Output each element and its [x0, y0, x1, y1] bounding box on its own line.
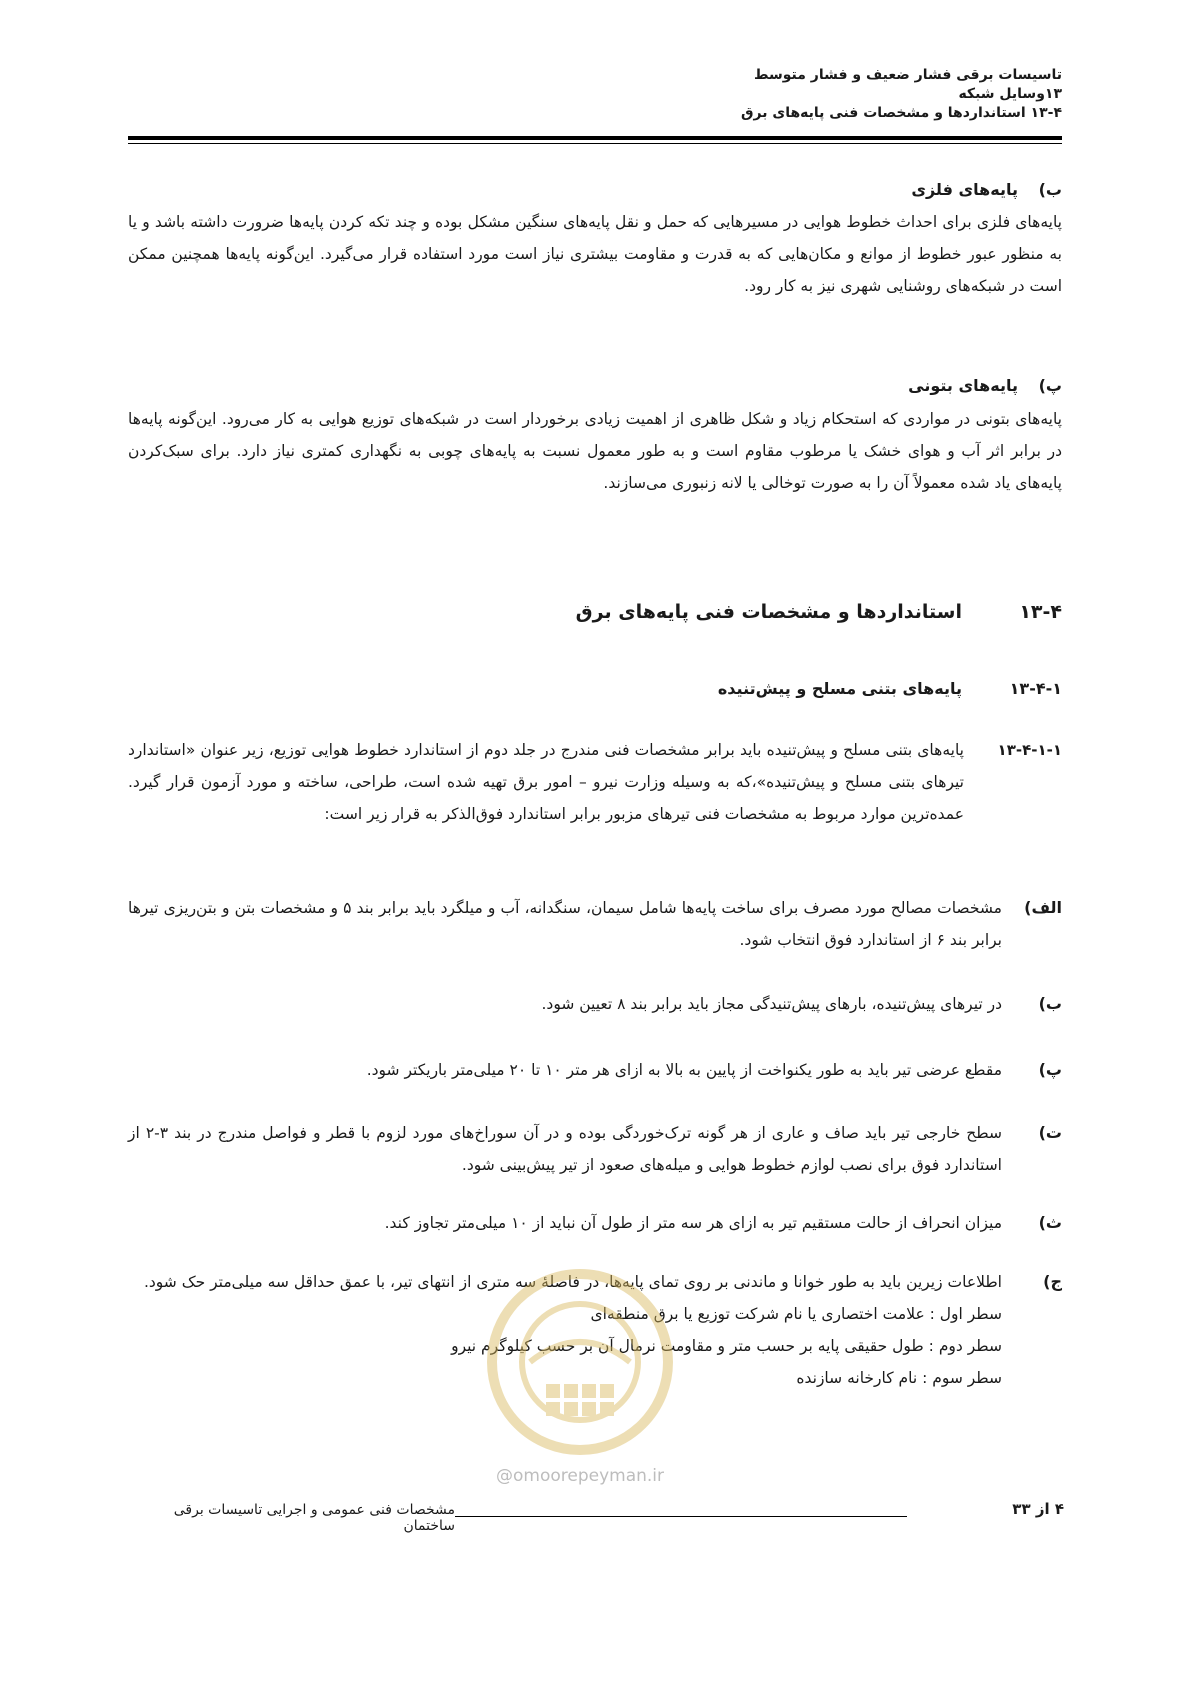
item-be	[128, 988, 1062, 1020]
watermark-logo	[460, 1262, 700, 1462]
heading-13-4-number: ۱۳-۴	[1019, 601, 1062, 623]
item-be-mark: ب)	[1038, 994, 1062, 1013]
page-header	[128, 66, 1062, 123]
header-rule-thick	[128, 136, 1062, 140]
item-be-text: در تیرهای پیش‌تنیده، بارهای پیش‌تنیدگی مجاز باید برابر بند ۸ تعیین شود.	[541, 995, 1002, 1013]
section-b-mark: ب)	[1038, 180, 1062, 199]
item-jim-line-3: سطر سوم : نام کارخانه سازنده	[796, 1369, 1002, 1387]
heading-13-4-1-number: ۱۳-۴-۱	[1009, 679, 1062, 698]
header-line-1: تاسیسات برقی فشار ضعیف و فشار متوسط	[753, 67, 1062, 83]
item-se-text: میزان انحراف از حالت مستقیم تیر به ازای هر سه متر از طول آن نباید از ۱۰ میلی‌متر تجاوز کند.	[384, 1214, 1002, 1232]
footer-title: مشخصات فنی عمومی و اجرایی تاسیسات برقی ساختمان	[173, 1502, 455, 1534]
item-te	[128, 1117, 1062, 1181]
item-alef-mark: الف)	[1024, 898, 1062, 917]
section-p-heading	[908, 376, 1062, 395]
section-b-text: پایه‌های فلزی برای احداث خطوط هوایی در مسیرهایی که حمل و نقل پایه‌های سنگین مشکل بوده و چند تکه کردن پایه‌ها ضرورت داشته باشد و یا به منظور عبور خطوط از موانع و مکان‌هایی که به قدرت و مقاومت بیشتری نیاز است مورد استفاده قرار می‌گیرد. این‌گونه پایه‌ها همچنین ممکن است در شبکه‌های روشنایی شهری نیز به کار رود.	[128, 213, 1062, 295]
item-te-text: سطح خارجی تیر باید صاف و عاری از هر گونه ترک‌خوردگی بوده و در آن سوراخ‌های مورد لزوم با قطر و فواصل مندرج در بند ۳-۲ از استاندارد فوق برای نصب لوازم خطوط هوایی و میله‌های صعود از تیر پیش‌بینی شود.	[128, 1124, 1003, 1174]
clause-13-4-1-1	[128, 734, 1062, 830]
item-pe-text: مقطع عرضی تیر باید به طور یکنواخت از پایین به بالا به ازای هر متر ۱۰ تا ۲۰ میلی‌متر باریکتر شود.	[366, 1061, 1002, 1079]
clause-13-4-1-1-number: ۱۳-۴-۱-۱	[997, 741, 1062, 759]
heading-13-4-1-title: پایه‌های بتنی مسلح و پیش‌تنیده	[717, 679, 962, 698]
header-line-3: ۱۳-۴ استانداردها و مشخصات فنی پایه‌های برق	[741, 105, 1062, 121]
item-se-mark: ث)	[1038, 1213, 1062, 1232]
clause-13-4-1-1-text: پایه‌های بتنی مسلح و پیش‌تنیده باید برابر مشخصات فنی مندرج در جلد دوم از استاندارد خطوط هوایی توزیع، زیر عنوان «استاندارد تیرهای بتنی مسلح و پیش‌تنیده»،که به وسیله وزارت نیرو – امور برق تهیه شده است، طراحی، ساخته و مورد آزمون قرار گیرد. عمده‌ترین موارد مربوط به مشخصات فنی تیرهای مزبور برابر استاندارد فوق‌الذکر به قرار زیر است:	[128, 741, 964, 823]
watermark-site: @omoorepeyman.ir	[495, 1466, 665, 1486]
item-alef	[128, 892, 1062, 956]
item-se	[128, 1207, 1062, 1239]
heading-13-4-title: استانداردها و مشخصات فنی پایه‌های برق	[575, 601, 962, 623]
item-alef-text: مشخصات مصالح مورد مصرف برای ساخت پایه‌ها شامل سیمان، سنگدانه، آب و میلگرد باید برابر بند ۵ و مشخصات بتن و بتن‌ریزی تیرها برابر بند ۶ از استاندارد فوق انتخاب شود.	[128, 899, 1002, 949]
item-jim-line-2: سطر دوم : طول حقیقی پایه بر حسب متر و مقاومت نرمال آن بر حسب کیلوگرم نیرو	[451, 1337, 1002, 1355]
header-line-2: ۱۳وسایل شبکه	[958, 86, 1062, 102]
footer-page-number: ۴ از ۳۳	[1012, 1500, 1064, 1518]
item-jim-text: اطلاعات زیرین باید به طور خوانا و ماندنی بر روی تمای پایه‌ها، در فاصلهٔ سه متری از انتهای تیر، با عمق حداقل سه میلی‌متر حک شود.	[143, 1273, 1002, 1291]
footer-rule	[455, 1516, 907, 1517]
section-p-text: پایه‌های بتونی در مواردی که استحکام زیاد و شکل ظاهری از اهمیت زیادی برخوردار است در شبکه‌های توزیع هوایی به کار می‌رود. این‌گونه پایه‌ها در برابر اثر آب و هوای خشک یا مرطوب مقاوم است و به طور معمول نسبت به پایه‌های چوبی به نگهداری کمتری نیاز دارد. برای سبک‌کردن پایه‌های یاد شده معمولاً آن را به صورت توخالی یا لانه زنبوری می‌سازند.	[128, 410, 1062, 492]
heading-13-4-1	[718, 679, 1062, 698]
header-rule-thin	[128, 143, 1062, 144]
item-pe-mark: پ)	[1038, 1060, 1062, 1079]
heading-13-4	[576, 601, 1062, 623]
item-te-mark: ت)	[1038, 1123, 1062, 1142]
section-p-mark: پ)	[1038, 376, 1062, 395]
item-jim-mark: ج)	[1043, 1272, 1062, 1291]
section-b-title: پایه‌های فلزی	[911, 180, 1018, 199]
section-b-heading	[911, 180, 1062, 199]
item-pe	[128, 1054, 1062, 1086]
section-p-title: پایه‌های بتونی	[908, 376, 1018, 395]
item-jim-line-1: سطر اول : علامت اختصاری یا نام شرکت توزیع یا برق منطقه‌ای	[590, 1305, 1002, 1323]
